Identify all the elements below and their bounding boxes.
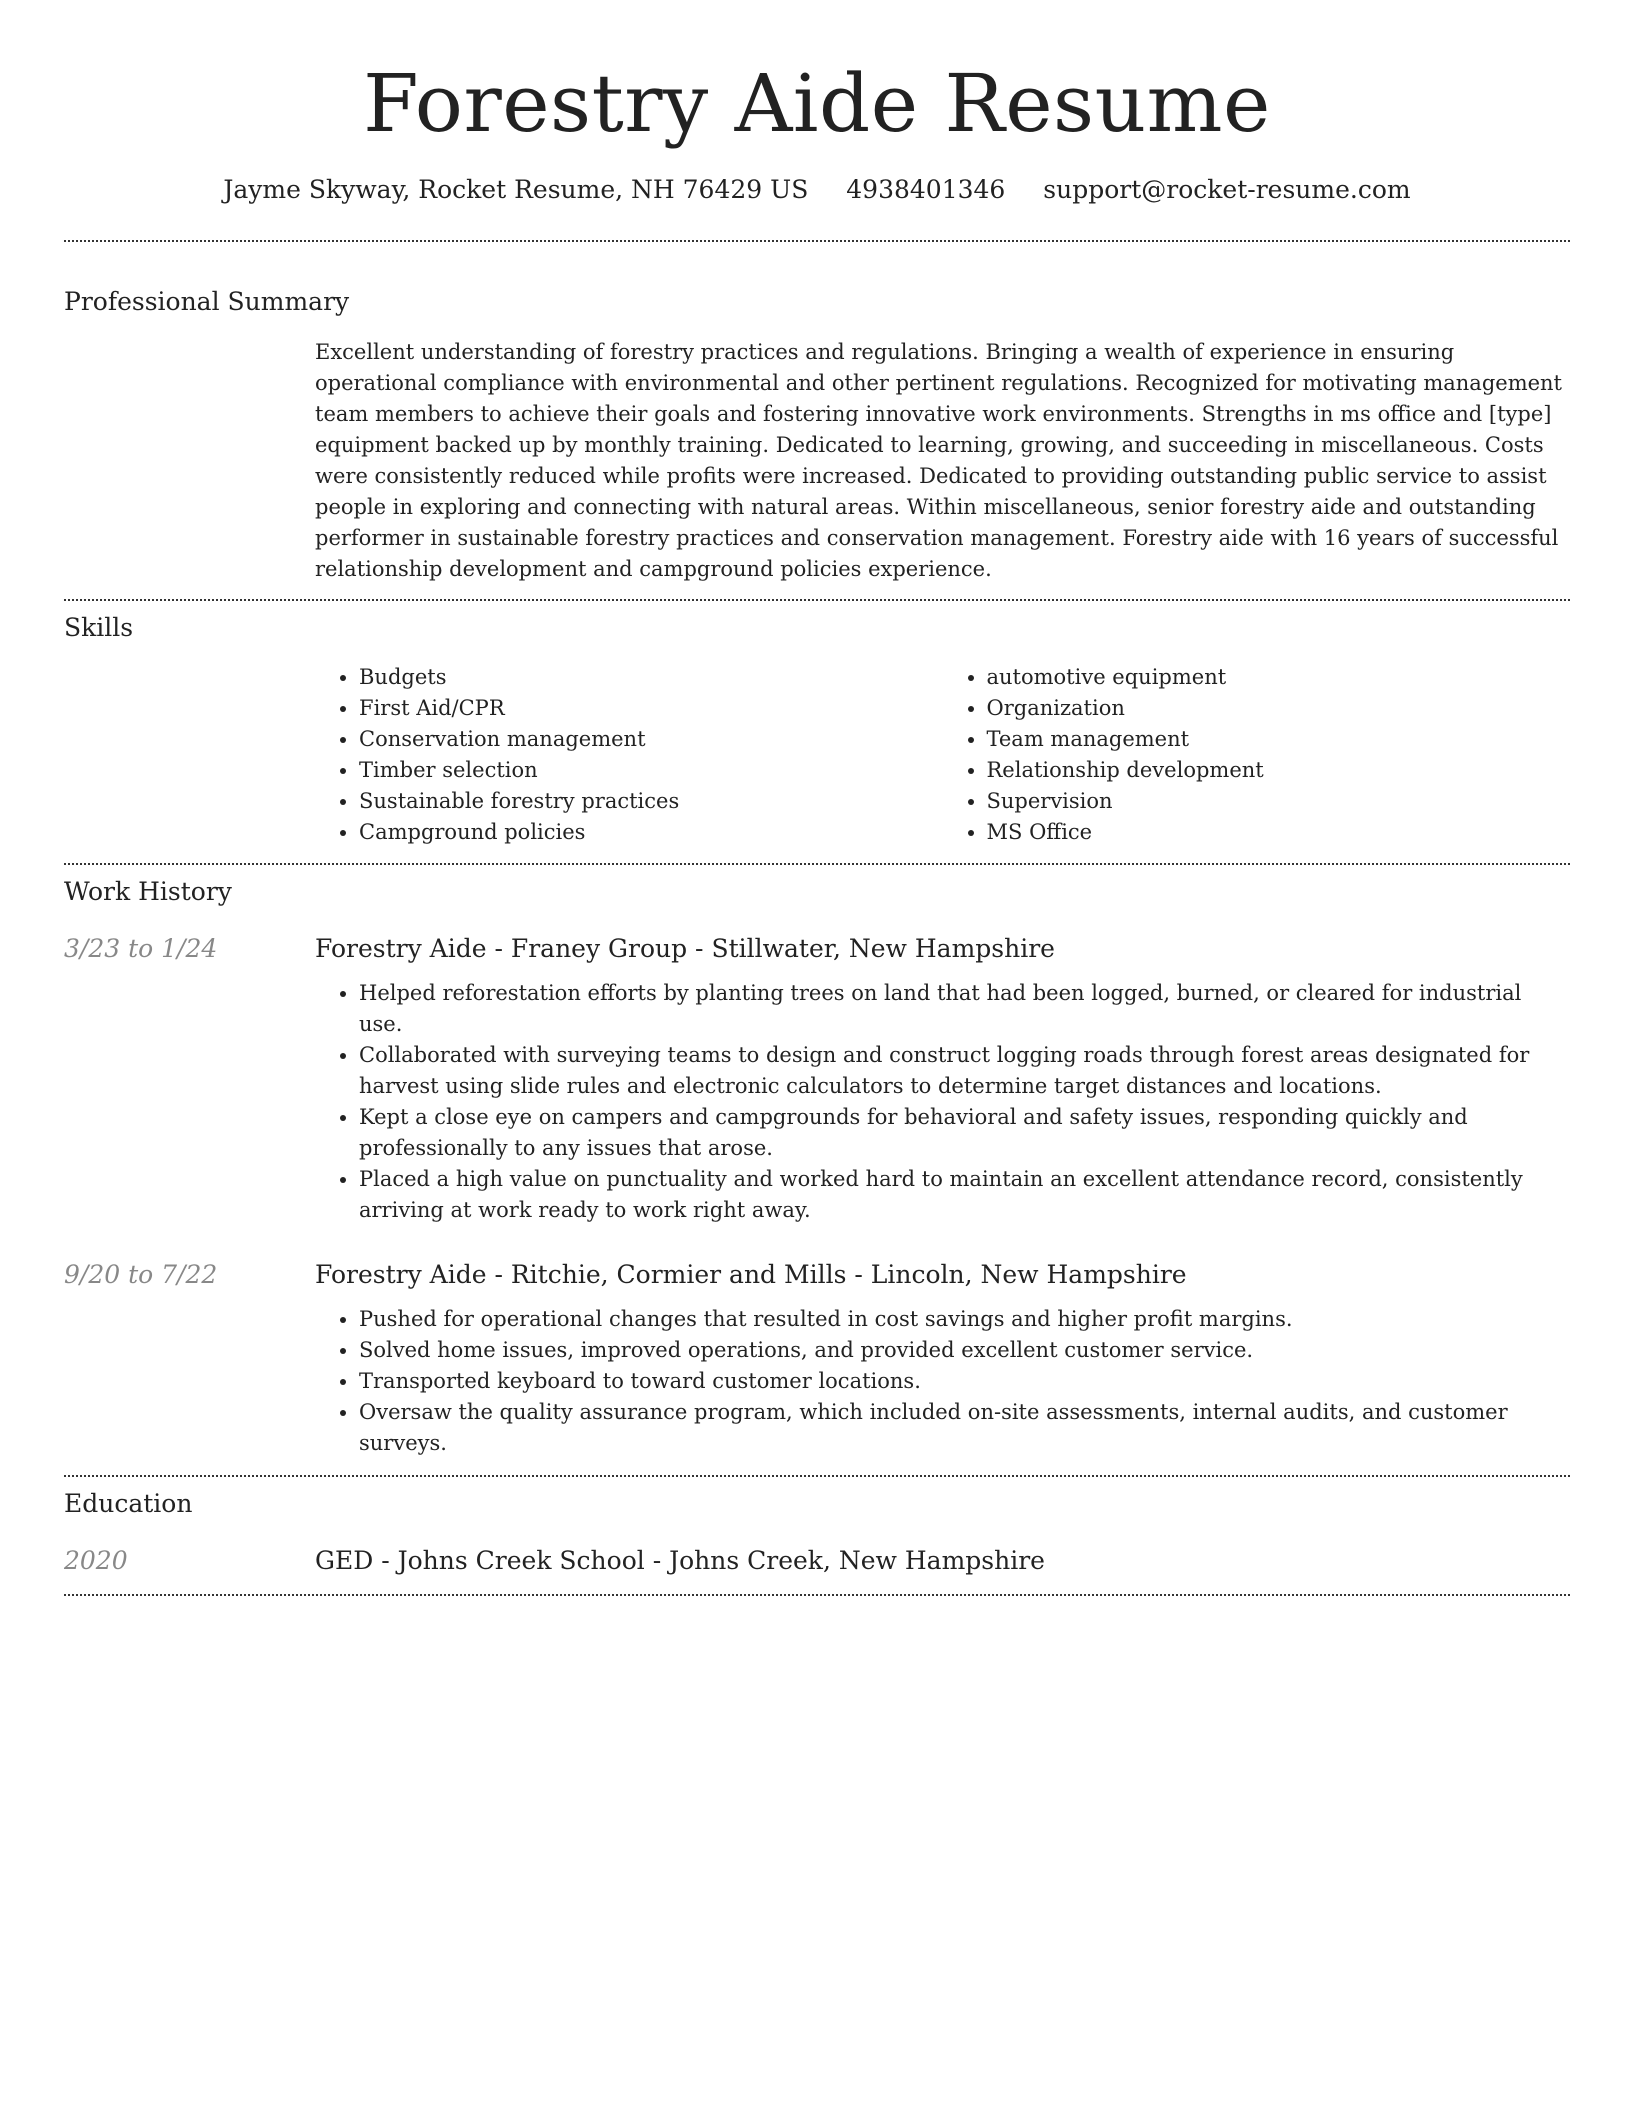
job-entry	[64, 1259, 1570, 1459]
job-bullet: • Collaborated with surveying teams to design and construct logging roads through forest areas designated for harvest using slide rules and electronic calculators to determine target distances and locations.	[359, 1040, 1570, 1102]
skill-item: • Supervision	[987, 786, 1571, 817]
job-bullet: • Oversaw the quality assurance program, which included on-site assessments, internal audits, and customer surveys.	[359, 1397, 1570, 1459]
skill-item: • Team management	[987, 724, 1571, 755]
resume-page	[64, 0, 1570, 1596]
job-bullet: • Pushed for operational changes that resulted in cost savings and higher profit margins.	[359, 1304, 1570, 1335]
job-title: Forestry Aide - Franey Group - Stillwater, New Hampshire	[315, 934, 1055, 963]
contact-email: support@rocket-resume.com	[1043, 175, 1411, 204]
skill-item: • Relationship development	[987, 755, 1571, 786]
education-entry	[64, 1545, 1570, 1577]
skill-item: • Timber selection	[359, 755, 943, 786]
skills-list-left	[315, 662, 943, 848]
divider	[64, 240, 1570, 242]
education-section	[64, 1488, 1570, 1577]
job-bullet: • Placed a high value on punctuality and worked hard to maintain an excellent attendance record, consistently arriving at work ready to work right away.	[359, 1164, 1570, 1226]
job-bullet: • Solved home issues, improved operations, and provided excellent customer service.	[359, 1335, 1570, 1366]
divider	[64, 1594, 1570, 1596]
skills-section	[64, 612, 1570, 848]
job-title: Forestry Aide - Ritchie, Cormier and Mills - Lincoln, New Hampshire	[315, 1260, 1187, 1289]
job-dates: 3/23 to 1/24	[64, 934, 218, 963]
skill-item: • Organization	[987, 693, 1571, 724]
divider	[64, 599, 1570, 601]
education-title: GED - Johns Creek School - Johns Creek, New Hampshire	[315, 1546, 1045, 1575]
work-heading: Work History	[64, 877, 232, 906]
contact-line	[64, 174, 1570, 206]
summary-heading: Professional Summary	[64, 287, 350, 316]
job-entry	[64, 933, 1570, 1226]
education-heading: Education	[64, 1489, 193, 1518]
job-bullets	[315, 978, 1570, 1226]
skill-item: • First Aid/CPR	[359, 693, 943, 724]
work-section	[64, 876, 1570, 1459]
skill-item: • Conservation management	[359, 724, 943, 755]
divider	[64, 1475, 1570, 1477]
summary-section	[64, 286, 1570, 585]
summary-text: Excellent understanding of forestry practices and regulations. Bringing a wealth of experience in ensuring operational compliance with environmental and other pertinent regulations. Recognized for motivating management team members to achieve their goals and fostering innovative work environments. Strengths in ms office and [type] equipment backed up by monthly training. Dedicated to learning, growing, and succeeding in miscellaneous. Costs were consistently reduced while profits were increased. Dedicated to providing outstanding public service to assist people in exploring and connecting with natural areas. Within miscellaneous, senior forestry aide and outstanding performer in sustainable forestry practices and conservation management. Forestry aide with 16 years of successful relationship development and campground policies experience.	[315, 340, 1562, 581]
job-bullet: • Transported keyboard to toward customer locations.	[359, 1366, 1570, 1397]
job-bullet: • Kept a close eye on campers and campgrounds for behavioral and safety issues, responding quickly and professionally to any issues that arose.	[359, 1102, 1570, 1164]
skill-item: • Sustainable forestry practices	[359, 786, 943, 817]
skill-item: • Budgets	[359, 662, 943, 693]
skill-item: • MS Office	[987, 817, 1571, 848]
divider	[64, 863, 1570, 865]
resume-title: Forestry Aide Resume	[363, 57, 1271, 150]
skills-list-right	[943, 662, 1571, 848]
contact-address: Jayme Skyway, Rocket Resume, NH 76429 US	[223, 175, 809, 204]
job-dates: 9/20 to 7/22	[64, 1260, 218, 1289]
job-bullets	[315, 1304, 1570, 1459]
skill-item: • Campground policies	[359, 817, 943, 848]
education-year: 2020	[64, 1546, 128, 1575]
job-bullet: • Helped reforestation efforts by planting trees on land that had been logged, burned, or cleared for industrial use.	[359, 978, 1570, 1040]
contact-phone: 4938401346	[846, 175, 1006, 204]
skills-heading: Skills	[64, 613, 134, 642]
skill-item: • automotive equipment	[987, 662, 1571, 693]
